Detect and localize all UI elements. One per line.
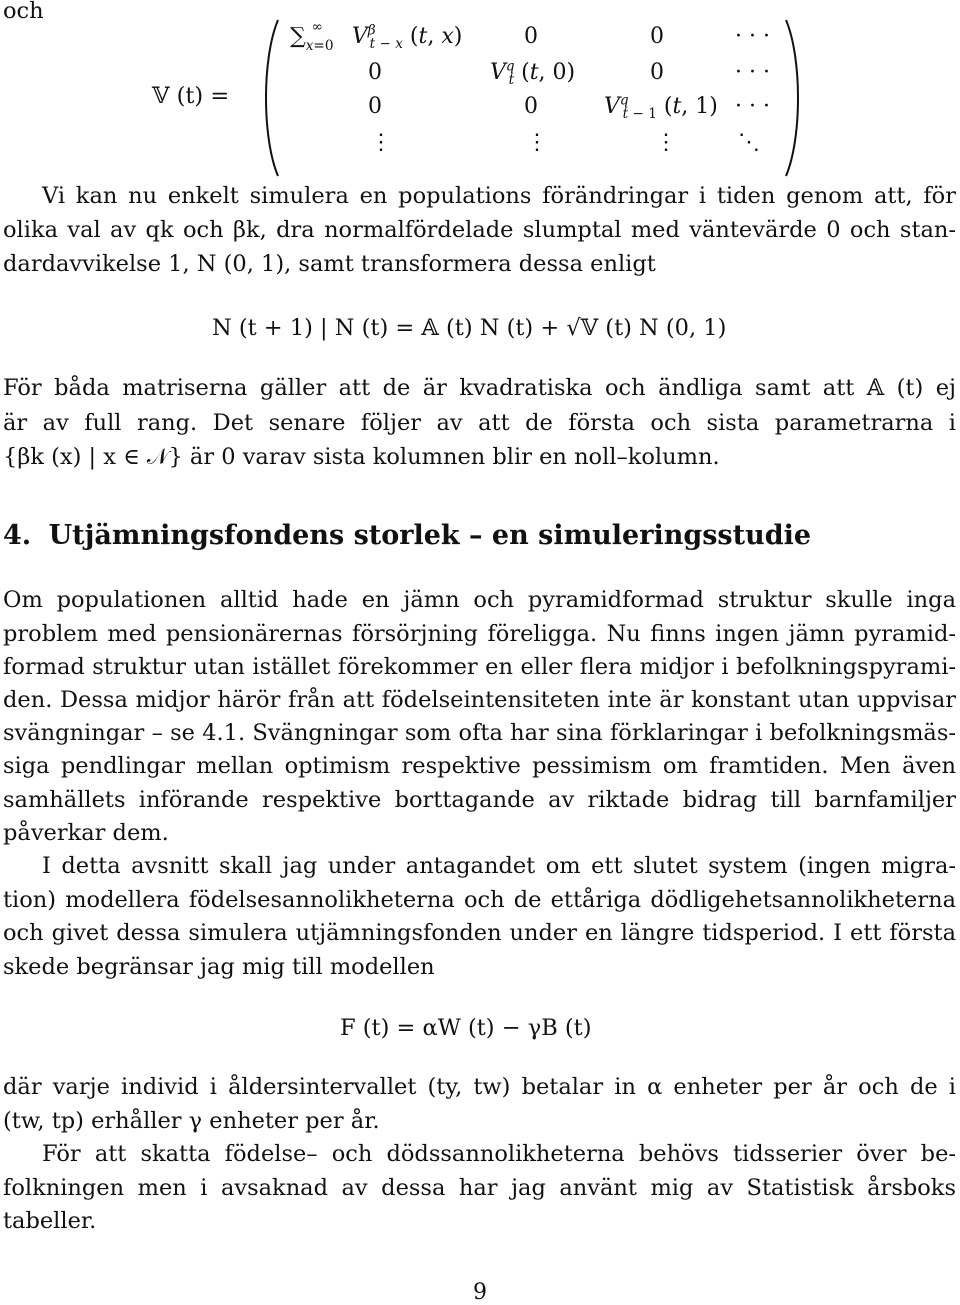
section-heading <box>3 518 811 554</box>
para3-line-5: svängningar – se 4.1. Svängningar som ofta har sina förklaringar i befolkningsmäs- <box>3 720 956 746</box>
para4-line-1: I detta avsnitt skall jag under antagandet om ett slutet system (ingen migra- <box>42 853 956 879</box>
section-number: 4. <box>3 520 32 551</box>
section-title: Utjämningsfondens storlek – en simuleringsstudie <box>48 520 812 551</box>
matrix-cell-r2c4: · · · <box>735 60 770 85</box>
para6-line-3: tabeller. <box>3 1208 97 1234</box>
page-number: 9 <box>473 1280 487 1305</box>
matrix-cell-r1c4: · · · <box>735 24 770 49</box>
para2-line-1: För båda matriserna gäller att de är kvadratiska och ändliga samt att 𝔸 (t) ej <box>3 375 956 401</box>
para2-line-3: {βk (x) | x ∈ 𝒩} är 0 varav sista kolumnen blir en noll–kolumn. <box>3 444 720 470</box>
para6-line-1: För att skatta födelse– och dödssannolikheterna behövs tidsserier över be- <box>42 1141 956 1167</box>
para3-line-6: siga pendlingar mellan optimism respektive pessimism om framtiden. Men även <box>3 753 956 779</box>
para6-line-2: folkningen men i avsaknad av dessa har jag använt mig av Statistisk årsboks <box>3 1175 956 1201</box>
matrix-lhs: 𝕍 (t) = <box>152 83 230 109</box>
para1-line-1: Vi kan nu enkelt simulera en populations förändringar i tiden genom att, för <box>42 183 956 209</box>
matrix-cell-r3c1: 0 <box>368 94 382 119</box>
matrix-cell-r3c3: $V^q_{t - 1}$ (t, 1) <box>604 92 718 123</box>
para1-line-3: dardavvikelse 1, N (0, 1), samt transformera dessa enligt <box>3 251 656 277</box>
para1-line-2: olika val av qk och βk, dra normalfördelade slumptal med väntevärde 0 och stan- <box>3 217 956 243</box>
matrix-cell-r3c2: 0 <box>524 94 538 119</box>
matrix-cell-r1c3: 0 <box>650 24 664 49</box>
para4-line-4: skede begränsar jag mig till modellen <box>3 954 435 980</box>
matrix-cell-r1c1: $\sum_{x=0}^\infty$ $V^\beta_{t - x}$ (t, x) <box>290 18 463 55</box>
matrix-cell-r4c2: ⋮ <box>526 130 548 155</box>
matrix-cell-r4c3: ⋮ <box>655 130 677 155</box>
para3-line-7: samhällets införande respektive borttagande av riktade bidrag till barnfamiljer <box>3 787 956 813</box>
para4-line-2: tion) modellera födelsesannolikheterna och de ettåriga dödligehetsannolikheterna <box>3 887 956 913</box>
para3-line-3: formad struktur utan istället förekommer en eller flera midjor i befolkningspyrami- <box>3 654 956 680</box>
para2-line-2: är av full rang. Det senare följer av att de första och sista parametrarna i <box>3 410 956 436</box>
matrix-left-paren <box>258 18 282 178</box>
matrix-cell-r2c1: 0 <box>368 60 382 85</box>
para5-line-2: (tw, tp) erhåller γ enheter per år. <box>3 1108 380 1134</box>
top-word: och <box>3 0 44 24</box>
para3-line-1: Om populationen alltid hade en jämn och pyramidformad struktur skulle inga <box>3 587 956 613</box>
matrix-cell-r3c4: · · · <box>735 94 770 119</box>
matrix-cell-r4c1: ⋮ <box>370 130 392 155</box>
matrix-right-paren <box>782 18 806 178</box>
para4-line-3: och givet dessa simulera utjämningsfonden under en längre tidsperiod. I ett första <box>3 920 956 946</box>
para3-line-4: den. Dessa midjor härör från att födelseintensiteten inte är konstant utan uppvisar <box>3 687 956 713</box>
matrix-cell-r2c2: $V^q_t$ (t, 0) <box>490 58 576 89</box>
para3-line-2: problem med pensionärernas försörjning föreligga. Nu finns ingen jämn pyramid- <box>3 621 956 647</box>
para3-line-8: påverkar dem. <box>3 820 169 846</box>
matrix-cell-r1c2: 0 <box>524 24 538 49</box>
matrix-cell-r2c3: 0 <box>650 60 664 85</box>
para5-line-1: där varje individ i åldersintervallet (ty, tw) betalar in α enheter per år och de i <box>3 1074 956 1100</box>
equation-1: N (t + 1) | N (t) = 𝔸 (t) N (t) + √𝕍 (t) N (0, 1) <box>212 315 727 341</box>
equation-2: F (t) = αW (t) − γB (t) <box>340 1015 592 1041</box>
matrix-cell-r4c4: ⋱ <box>738 130 760 155</box>
